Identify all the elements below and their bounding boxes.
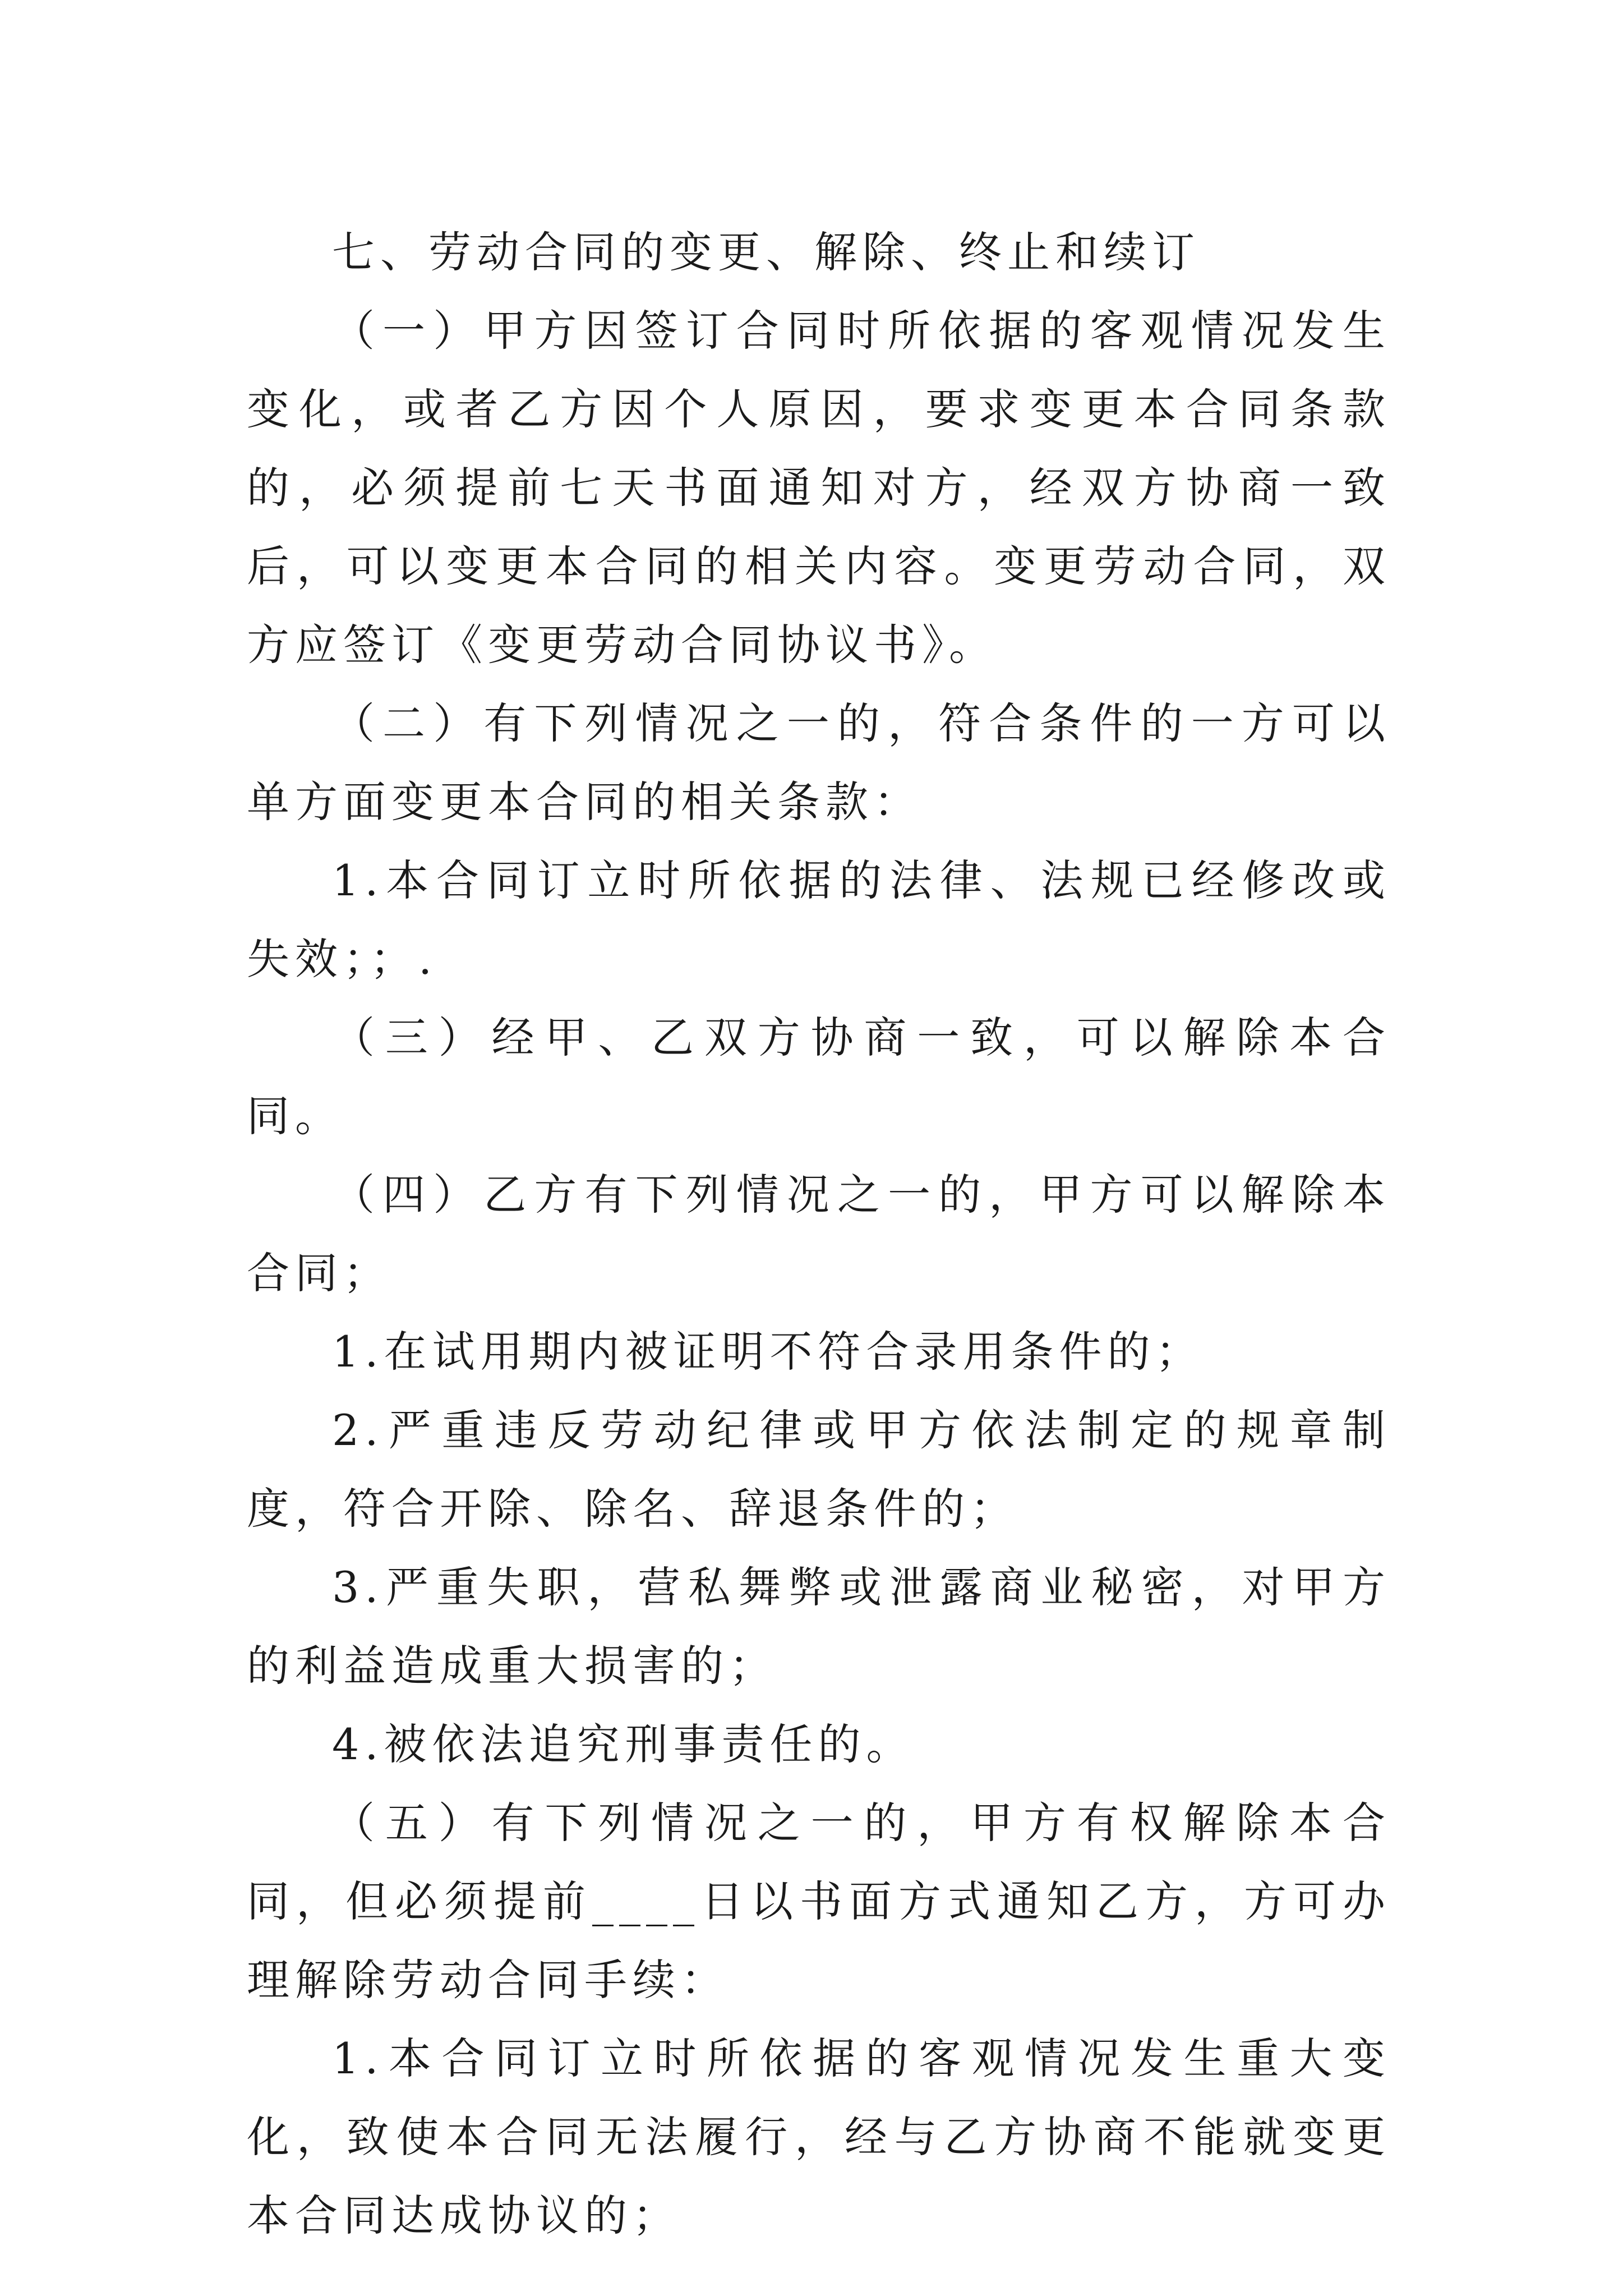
clause-item: 1.本合同订立时所依据的客观情况发生重大变化，致使本合同无法履行，经与乙方协商不能就变更本合同达成协议的； xyxy=(247,2033,1391,2240)
clause-item: 1.在试用期内被证明不符合录用条件的； xyxy=(332,1327,1204,1377)
clause-text-suffix: 日以书面方式通知乙方，方可办理解除劳动合同手续： xyxy=(247,1876,1391,2005)
clause-item: 3.严重失职，营私舞弊或泄露商业秘密，对甲方的利益造成重大损害的； xyxy=(247,1562,1391,1691)
clause-item: 1.本合同订立时所依据的法律、法规已经修改或失效；；. xyxy=(247,855,1391,984)
fill-in-blank: ____ xyxy=(592,1876,700,1926)
document-body xyxy=(247,213,1391,2255)
clause-paragraph: （四）乙方有下列情况之一的，甲方可以解除本合同； xyxy=(247,1170,1391,1298)
clause-text-prefix: （五）有下列情况之一的，甲方有权解除本合同，但必须提前 xyxy=(247,1798,1391,1926)
section-heading: 七、劳动合同的变更、解除、终止和续订 xyxy=(332,227,1200,277)
clause-paragraph: （三）经甲、乙双方协商一致，可以解除本合同。 xyxy=(247,1013,1391,1141)
clause-item: 4.被依法追究刑事责任的。 xyxy=(332,1719,915,1769)
clause-paragraph xyxy=(247,1784,1391,2019)
clause-paragraph: （一）甲方因签订合同时所依据的客观情况发生变化，或者乙方因个人原因，要求变更本合同条款的，必须提前七天书面通知对方，经双方协商一致后，可以变更本合同的相关内容。变更劳动合同，双方应签订《变更劳动合同协议书》。 xyxy=(247,306,1391,670)
clause-item: 2.严重违反劳动纪律或甲方依法制定的规章制度，符合开除、除名、辞退条件的； xyxy=(247,1405,1391,1534)
clause-paragraph: （二）有下列情况之一的，符合条件的一方可以单方面变更本合同的相关条款： xyxy=(247,698,1391,827)
